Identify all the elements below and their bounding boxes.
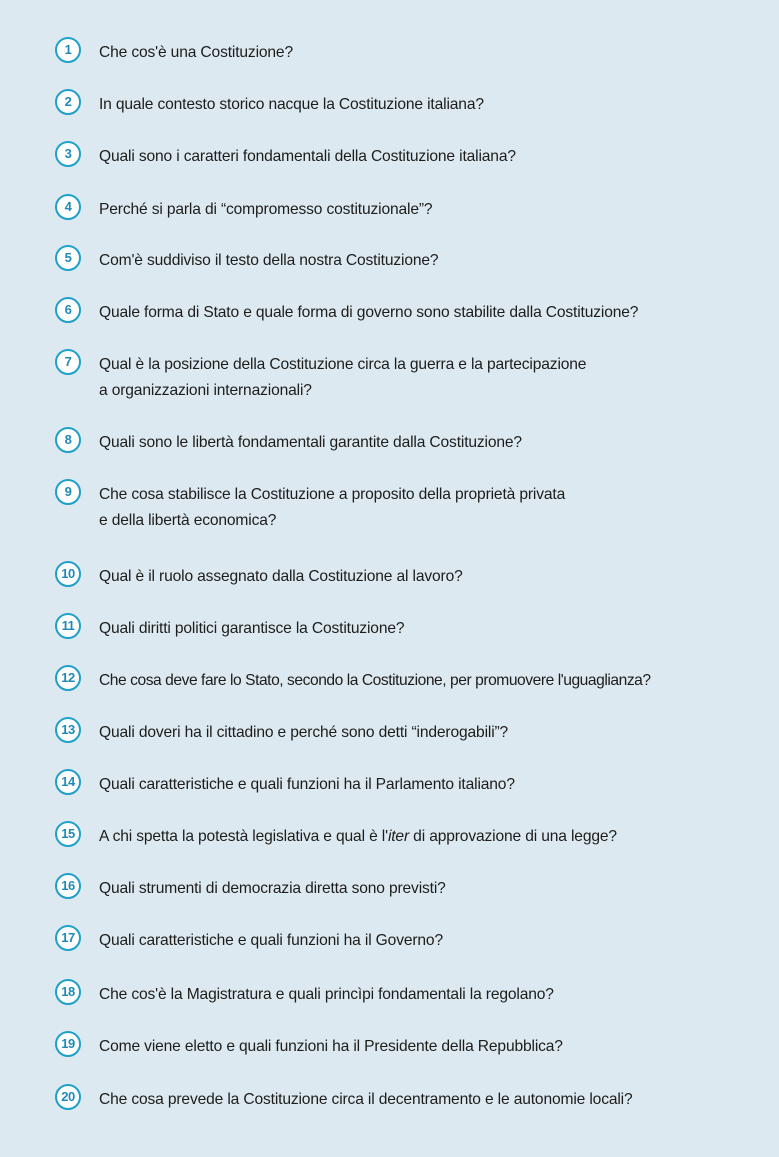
question-text: Quali sono i caratteri fondamentali della Costituzione italiana?: [99, 148, 516, 165]
question-text: Quali strumenti di democrazia diretta sono previsti?: [99, 880, 446, 897]
question-number-badge: 16: [55, 873, 81, 899]
question-number-badge: 2: [55, 89, 81, 115]
question-text: Quali caratteristiche e quali funzioni ha il Parlamento italiano?: [99, 776, 515, 793]
question-text: Quale forma di Stato e quale forma di governo sono stabilite dalla Costituzione?: [99, 304, 639, 321]
question-number-badge: 5: [55, 245, 81, 271]
question-text: Che cos'è una Costituzione?: [99, 44, 293, 61]
question-number-badge: 1: [55, 37, 81, 63]
question-text: Com'è suddiviso il testo della nostra Costituzione?: [99, 252, 439, 269]
question-number-badge: 13: [55, 717, 81, 743]
question-text: A chi spetta la potestà legislativa e qual è l'iter di approvazione di una legge?: [99, 828, 617, 845]
question-number-badge: 20: [55, 1084, 81, 1110]
question-number-badge: 7: [55, 349, 81, 375]
question-text: Qual è il ruolo assegnato dalla Costituzione al lavoro?: [99, 568, 463, 585]
question-number-badge: 10: [55, 561, 81, 587]
question-text: Quali caratteristiche e quali funzioni ha il Governo?: [99, 932, 443, 949]
question-text: Che cos'è la Magistratura e quali princìpi fondamentali la regolano?: [99, 986, 554, 1003]
question-number-badge: 17: [55, 925, 81, 951]
question-text: Quali sono le libertà fondamentali garantite dalla Costituzione?: [99, 434, 522, 451]
question-number-badge: 9: [55, 479, 81, 505]
question-number-badge: 6: [55, 297, 81, 323]
question-text: Che cosa deve fare lo Stato, secondo la Costituzione, per promuovere l'uguaglianza?: [99, 672, 651, 689]
question-number-badge: 15: [55, 821, 81, 847]
question-text: Perché si parla di “compromesso costituzionale”?: [99, 201, 433, 218]
question-text: Che cosa stabilisce la Costituzione a proposito della proprietà privata e della libertà economica?: [99, 486, 566, 529]
question-text: Quali diritti politici garantisce la Costituzione?: [99, 620, 405, 637]
question-text: In quale contesto storico nacque la Costituzione italiana?: [99, 96, 484, 113]
question-number-badge: 12: [55, 665, 81, 691]
question-number-badge: 18: [55, 979, 81, 1005]
question-number-badge: 3: [55, 141, 81, 167]
question-number-badge: 8: [55, 427, 81, 453]
question-number-badge: 19: [55, 1031, 81, 1057]
question-text: Che cosa prevede la Costituzione circa il decentramento e le autonomie locali?: [99, 1091, 633, 1108]
question-text: Come viene eletto e quali funzioni ha il Presidente della Repubblica?: [99, 1038, 563, 1055]
question-text: Qual è la posizione della Costituzione circa la guerra e la partecipazione a organizzazioni internazionali?: [99, 356, 587, 399]
question-number-badge: 4: [55, 194, 81, 220]
question-number-badge: 11: [55, 613, 81, 639]
question-text: Quali doveri ha il cittadino e perché sono detti “inderogabili”?: [99, 724, 509, 741]
question-number-badge: 14: [55, 769, 81, 795]
